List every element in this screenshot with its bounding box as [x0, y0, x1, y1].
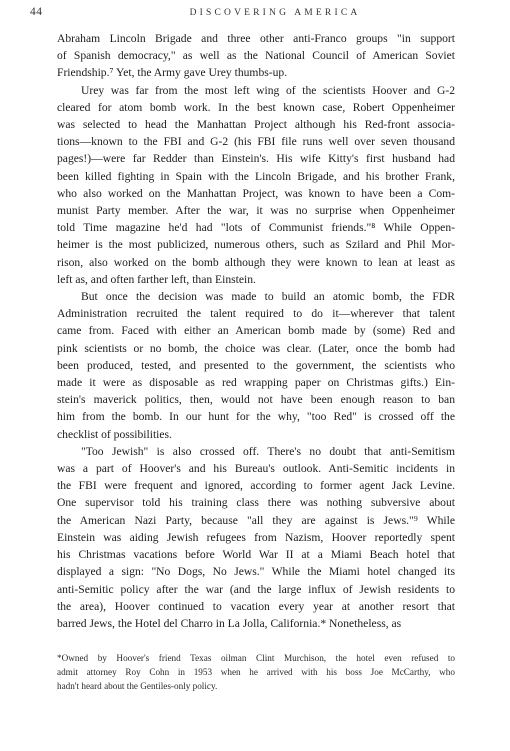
- text-line: rison, also worked on the bomb although they were known to lean at least as: [57, 255, 455, 269]
- text-line: tions—known to the FBI and G-2 (his FBI file runs well over seven thousand: [57, 135, 455, 149]
- text-line: who also worked on the Manhattan Project, was known to have been a Com-: [57, 186, 455, 200]
- text-line: the American Nazi Party, because "all they are against is Jews."⁹ While: [57, 513, 455, 527]
- text-line: displayed a sign: "No Dogs, No Jews." While the Miami hotel changed its: [57, 565, 455, 579]
- page-number: 44: [30, 6, 43, 18]
- text-line: Abraham Lincoln Brigade and three other anti-Franco groups "in support: [57, 32, 455, 45]
- text-line: barred Jews, the Hotel del Charro in La Jolla, California.* Nonetheless, as: [57, 616, 402, 630]
- text-line: was selected to head the Manhattan Project although his Red-front associa-: [57, 118, 455, 132]
- text-line: his Christmas vacations before World War II at a Miami Beach hotel that: [57, 548, 455, 562]
- text-line: checklist of possibilities.: [57, 427, 172, 441]
- text-line: been produced, tested, and presented to the government, the scientists who: [57, 358, 455, 372]
- paragraph: [57, 30, 455, 82]
- text-line: been killed fighting in Spain with the Lincoln Brigade, and his brother Frank,: [57, 169, 455, 183]
- text-line: pages!)—were far Redder than Einstein's. His wife Kitty's first husband had: [57, 152, 455, 166]
- footnote-line: admit attorney Roy Cohn in 1953 when he arrived with his boss Joe McCarthy, who: [57, 666, 455, 677]
- text-line: left as, and often farther left, than Einstein.: [57, 272, 256, 286]
- footnote: [57, 652, 455, 693]
- footnote-line: hadn't heard about the Gentiles-only policy.: [57, 680, 218, 691]
- text-line: came from. Faced with either an American bomb made by (some) Red and: [57, 324, 455, 338]
- text-line: cleared for atom bomb work. In the best known case, Robert Oppenheimer: [57, 100, 455, 114]
- text-line: One supervisor told his training class there was nothing subversive about: [57, 496, 455, 510]
- body-text: [57, 30, 455, 632]
- text-line: the FBI were frequent and ignored, according to former agent Jack Levine.: [57, 479, 455, 493]
- text-line: Friendship.⁷ Yet, the Army gave Urey thumbs-up.: [57, 66, 288, 80]
- text-line: the area), Hoover continued to vacation every year at another resort that: [57, 599, 455, 613]
- text-line: was a part of Hoover's and his Bureau's outlook. Anti-Semitic incidents in: [57, 462, 455, 476]
- text-line: told Time magazine he'd had "lots of Communist friends."⁸ While Oppen-: [57, 221, 455, 235]
- text-line: munist Party member. After the war, it was no surprise when Oppenheimer: [57, 204, 455, 218]
- running-head: DISCOVERING AMERICA: [189, 8, 361, 18]
- text-line: Einstein was aiding Jewish refugees from Nazism, Hoover reportedly spent: [57, 530, 455, 544]
- text-line: him from the bomb. In our hunt for the why, "too Red" is crossed off the: [57, 410, 455, 424]
- text-line: Administration recruited the talent required to do it—wherever that talent: [57, 307, 455, 321]
- text-line: of Spanish democracy," as well as the National Council of American Soviet: [57, 49, 455, 63]
- paragraph: [57, 443, 455, 632]
- text-line: anti-Semitic policy after the war (and the large influx of Jewish residents to: [57, 582, 455, 596]
- text-line: made it were as disposable as red wrapping paper on Christmas gifts.) Ein-: [57, 376, 455, 390]
- text-line: heimer is the most publicized, numerous others, such as Szilard and Phil Mor-: [57, 238, 455, 252]
- text-line: Urey was far from the most left wing of the scientists Hoover and G-2: [81, 83, 455, 97]
- paragraph: [57, 288, 455, 443]
- text-line: "Too Jewish" is also crossed off. There's no doubt that anti-Semitism: [81, 444, 455, 458]
- page-header: [0, 0, 510, 22]
- paragraph: [57, 82, 455, 288]
- text-line: But once the decision was made to build an atomic bomb, the FDR: [81, 290, 455, 304]
- text-line: pink scientists or no bomb, the choice was clear. (Later, once the bomb had: [57, 341, 455, 355]
- footnote-line: *Owned by Hoover's friend Texas oilman Clint Murchison, the hotel even refused to: [57, 653, 455, 663]
- text-line: stein's maverick politics, then, would not have been enough reason to ban: [57, 393, 455, 407]
